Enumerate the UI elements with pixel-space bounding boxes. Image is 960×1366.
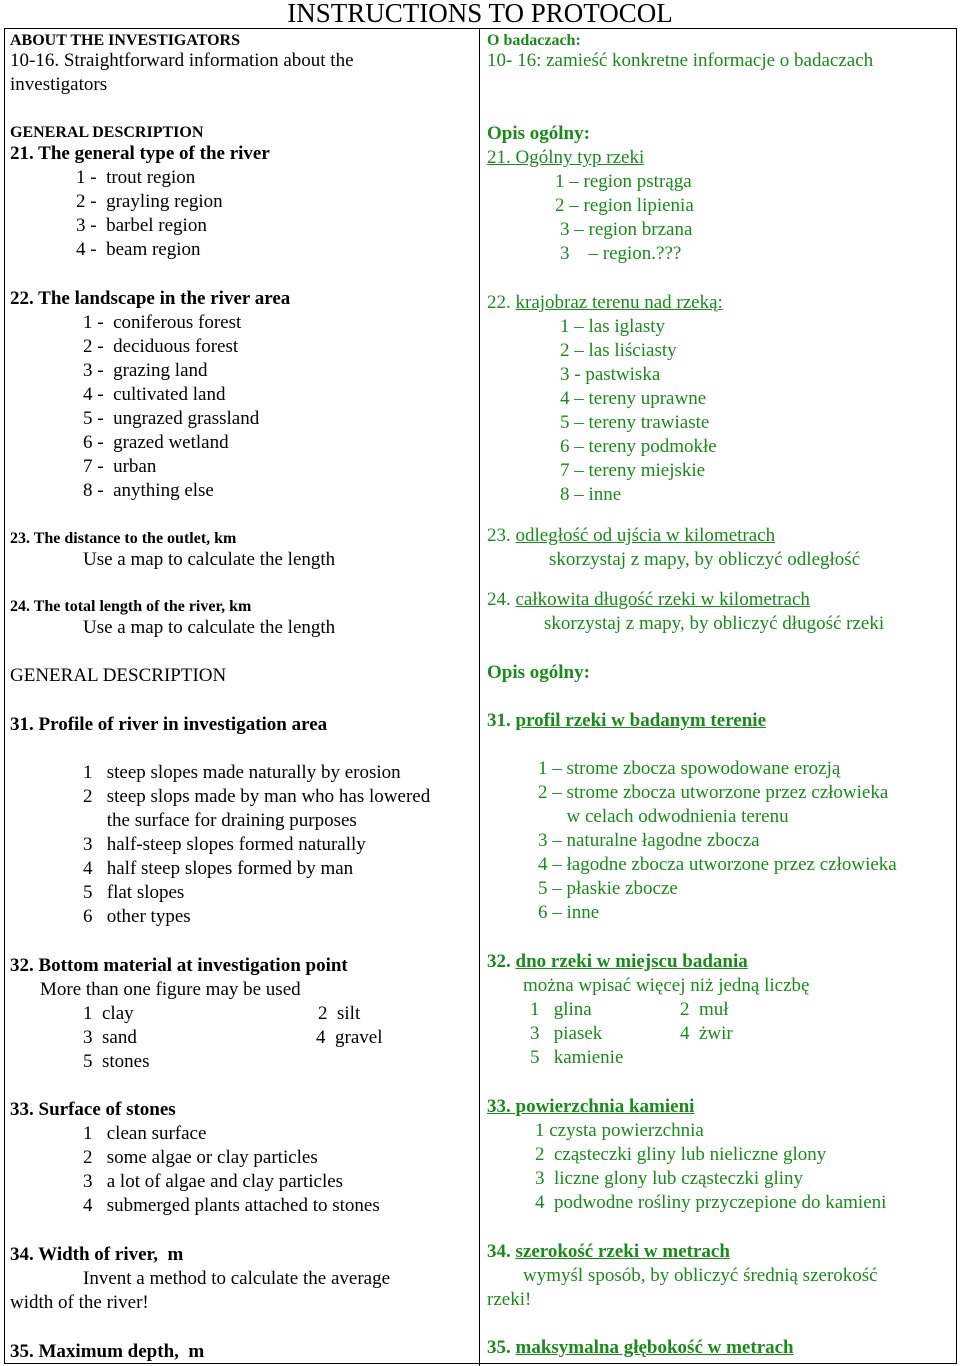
- general-heading2-pl: Opis ogólny:: [487, 662, 590, 683]
- q24-en: 24. The total length of the river, km: [10, 598, 252, 615]
- q31-option: 3 half-steep slopes formed naturally: [83, 834, 366, 855]
- q34-number-pl: 34.: [487, 1241, 511, 1262]
- q24-pl: [487, 588, 810, 612]
- q33-option: 4 submerged plants attached to stones: [83, 1195, 380, 1216]
- q32-option: 3 sand: [83, 1027, 137, 1048]
- q21-option-pl: 2 – region lipienia: [555, 195, 694, 216]
- q31-option: 6 other types: [83, 906, 191, 927]
- q21-pl: [487, 146, 644, 170]
- q22-option-pl: 3 - pastwiska: [560, 364, 661, 385]
- q22-option-pl: 8 – inne: [560, 484, 622, 505]
- q21-option: 4 - beam region: [76, 239, 201, 260]
- q31-option-pl: 3 – naturalne łagodne zbocza: [538, 830, 760, 851]
- q32-note-pl: można wpisać więcej niż jedną liczbę: [523, 975, 810, 996]
- q31-option: 1 steep slopes made naturally by erosion: [83, 762, 401, 783]
- q31-option: 5 flat slopes: [83, 882, 185, 903]
- about-heading-pl: O badaczach:: [487, 32, 581, 49]
- q22-option: 5 - ungrazed grassland: [83, 408, 260, 429]
- q33-option-pl: 2 cząsteczki gliny lub nieliczne glony: [535, 1144, 827, 1165]
- q34-note1-pl: wymyśl sposób, by obliczyć średnią szerokość: [523, 1265, 878, 1286]
- q31-option-pl: 4 – łagodne zbocza utworzone przez człowieka: [538, 854, 897, 875]
- q33-pl: [487, 1095, 694, 1119]
- q21-option: 1 - trout region: [76, 167, 196, 188]
- q21-option: 3 - barbel region: [76, 215, 207, 236]
- q22-option: 6 - grazed wetland: [83, 432, 229, 453]
- q33-option: 1 clean surface: [83, 1123, 207, 1144]
- q23-note-pl: skorzystaj z mapy, by obliczyć odległość: [549, 549, 861, 570]
- q21-option: 2 - grayling region: [76, 191, 223, 212]
- about-line2-en: investigators: [10, 74, 108, 95]
- q32-option: 1 clay: [83, 1003, 134, 1024]
- q33-option-pl: 1 czysta powierzchnia: [535, 1120, 704, 1141]
- q23-text-pl: odległość od ujścia w kilometrach: [515, 525, 776, 546]
- q32-text-pl: dno rzeki w miejscu badania: [515, 951, 748, 972]
- q34-note1-en: Invent a method to calculate the average: [83, 1268, 391, 1289]
- q22-option-pl: 1 – las iglasty: [560, 316, 666, 337]
- q22-option: 8 - anything else: [83, 480, 214, 501]
- q22-option: 1 - coniferous forest: [83, 312, 242, 333]
- q34-en: 34. Width of river, m: [10, 1244, 184, 1265]
- q32-option: 5 stones: [83, 1051, 150, 1072]
- q22-option: 7 - urban: [83, 456, 157, 477]
- page-title: INSTRUCTIONS TO PROTOCOL: [287, 0, 673, 28]
- q23-pl: [487, 524, 775, 548]
- q22-option: 4 - cultivated land: [83, 384, 226, 405]
- q22-number-pl: 22.: [487, 292, 511, 313]
- q32-number-pl: 32.: [487, 951, 511, 972]
- q22-option-pl: 6 – tereny podmokłe: [560, 436, 717, 457]
- column-divider: [479, 28, 480, 1366]
- q31-en: 31. Profile of river in investigation area: [10, 714, 328, 735]
- q35-en: 35. Maximum depth, m: [10, 1341, 205, 1362]
- q21-option-pl: 3 – region brzana: [560, 219, 693, 240]
- q22-option-pl: 2 – las liściasty: [560, 340, 677, 361]
- general-heading2-en: GENERAL DESCRIPTION: [10, 665, 227, 686]
- about-heading-en: ABOUT THE INVESTIGATORS: [10, 32, 241, 49]
- q31-option: 2 steep slops made by man who has lowered: [83, 786, 431, 807]
- q21-en: 21. The general type of the river: [10, 143, 270, 164]
- q34-note2-pl: rzeki!: [487, 1289, 532, 1310]
- q33-option-pl: 3 liczne glony lub cząsteczki gliny: [535, 1168, 804, 1189]
- q33-option-pl: 4 podwodne rośliny przyczepione do kamieni: [535, 1192, 887, 1213]
- q33-text-pl: powierzchnia kamieni: [510, 1096, 695, 1117]
- q33-number-pl: 33.: [487, 1096, 511, 1117]
- q22-text-pl: krajobraz terenu nad rzeką:: [515, 292, 723, 313]
- q22-en: 22. The landscape in the river area: [10, 288, 291, 309]
- q32-pl: [487, 950, 748, 974]
- q32-option-pl: 2 muł: [680, 999, 729, 1020]
- q32-note-en: More than one figure may be used: [40, 979, 301, 1000]
- q31-option-pl: 2 – strome zbocza utworzone przez człowieka: [538, 782, 889, 803]
- q24-number-pl: 24.: [487, 589, 511, 610]
- q22-option-pl: 4 – tereny uprawne: [560, 388, 707, 409]
- q31-option: 4 half steep slopes formed by man: [83, 858, 354, 879]
- q22-option-pl: 5 – tereny trawiaste: [560, 412, 710, 433]
- q32-en: 32. Bottom material at investigation point: [10, 955, 348, 976]
- q31-option-pl: 1 – strome zbocza spowodowane erozją: [538, 758, 841, 779]
- q31-option-pl: 5 – płaskie zbocze: [538, 878, 678, 899]
- q31-number-pl: 31.: [487, 710, 511, 731]
- q21-number-pl: 21.: [487, 147, 511, 168]
- q35-number-pl: 35.: [487, 1337, 511, 1358]
- q22-pl: [487, 291, 723, 315]
- q32-option-pl: 1 glina: [530, 999, 592, 1020]
- q22-option: 3 - grazing land: [83, 360, 208, 381]
- q32-option-pl: 4 żwir: [680, 1023, 733, 1044]
- q21-text-pl: Ogólny typ rzeki: [510, 147, 645, 168]
- q21-option-pl: 3 – region.???: [560, 243, 682, 264]
- q35-pl: [487, 1336, 794, 1360]
- q34-text-pl: szerokość rzeki w metrach: [515, 1241, 730, 1262]
- q24-note-pl: skorzystaj z mapy, by obliczyć długość rzeki: [544, 613, 885, 634]
- q35-text-pl: maksymalna głębokość w metrach: [515, 1337, 794, 1358]
- q22-option: 2 - deciduous forest: [83, 336, 239, 357]
- q31-option-pl: 6 – inne: [538, 902, 600, 923]
- q31-option-pl: w celach odwodnienia terenu: [538, 806, 789, 827]
- q31-option: the surface for draining purposes: [83, 810, 357, 831]
- about-line1-en: 10-16. Straightforward information about the: [10, 50, 354, 71]
- q24-note-en: Use a map to calculate the length: [83, 617, 336, 638]
- q31-pl: [487, 709, 766, 733]
- general-heading-pl: Opis ogólny:: [487, 123, 590, 144]
- q33-option: 3 a lot of algae and clay particles: [83, 1171, 344, 1192]
- q32-option: 4 gravel: [316, 1027, 383, 1048]
- q33-option: 2 some algae or clay particles: [83, 1147, 318, 1168]
- q21-option-pl: 1 – region pstrąga: [555, 171, 692, 192]
- q32-option: 2 silt: [318, 1003, 361, 1024]
- about-line1-pl: 10- 16: zamieść konkretne informacje o badaczach: [487, 50, 874, 71]
- general-heading-en: GENERAL DESCRIPTION: [10, 124, 204, 141]
- q23-note-en: Use a map to calculate the length: [83, 549, 336, 570]
- q23-en: 23. The distance to the outlet, km: [10, 530, 237, 547]
- q31-text-pl: profil rzeki w badanym terenie: [515, 710, 766, 731]
- q23-number-pl: 23.: [487, 525, 511, 546]
- q22-option-pl: 7 – tereny miejskie: [560, 460, 706, 481]
- q24-text-pl: całkowita długość rzeki w kilometrach: [515, 589, 810, 610]
- q34-note2-en: width of the river!: [10, 1292, 149, 1313]
- q32-option-pl: 3 piasek: [530, 1023, 603, 1044]
- q34-pl: [487, 1240, 730, 1264]
- q33-en: 33. Surface of stones: [10, 1099, 176, 1120]
- q32-option-pl: 5 kamienie: [530, 1047, 624, 1068]
